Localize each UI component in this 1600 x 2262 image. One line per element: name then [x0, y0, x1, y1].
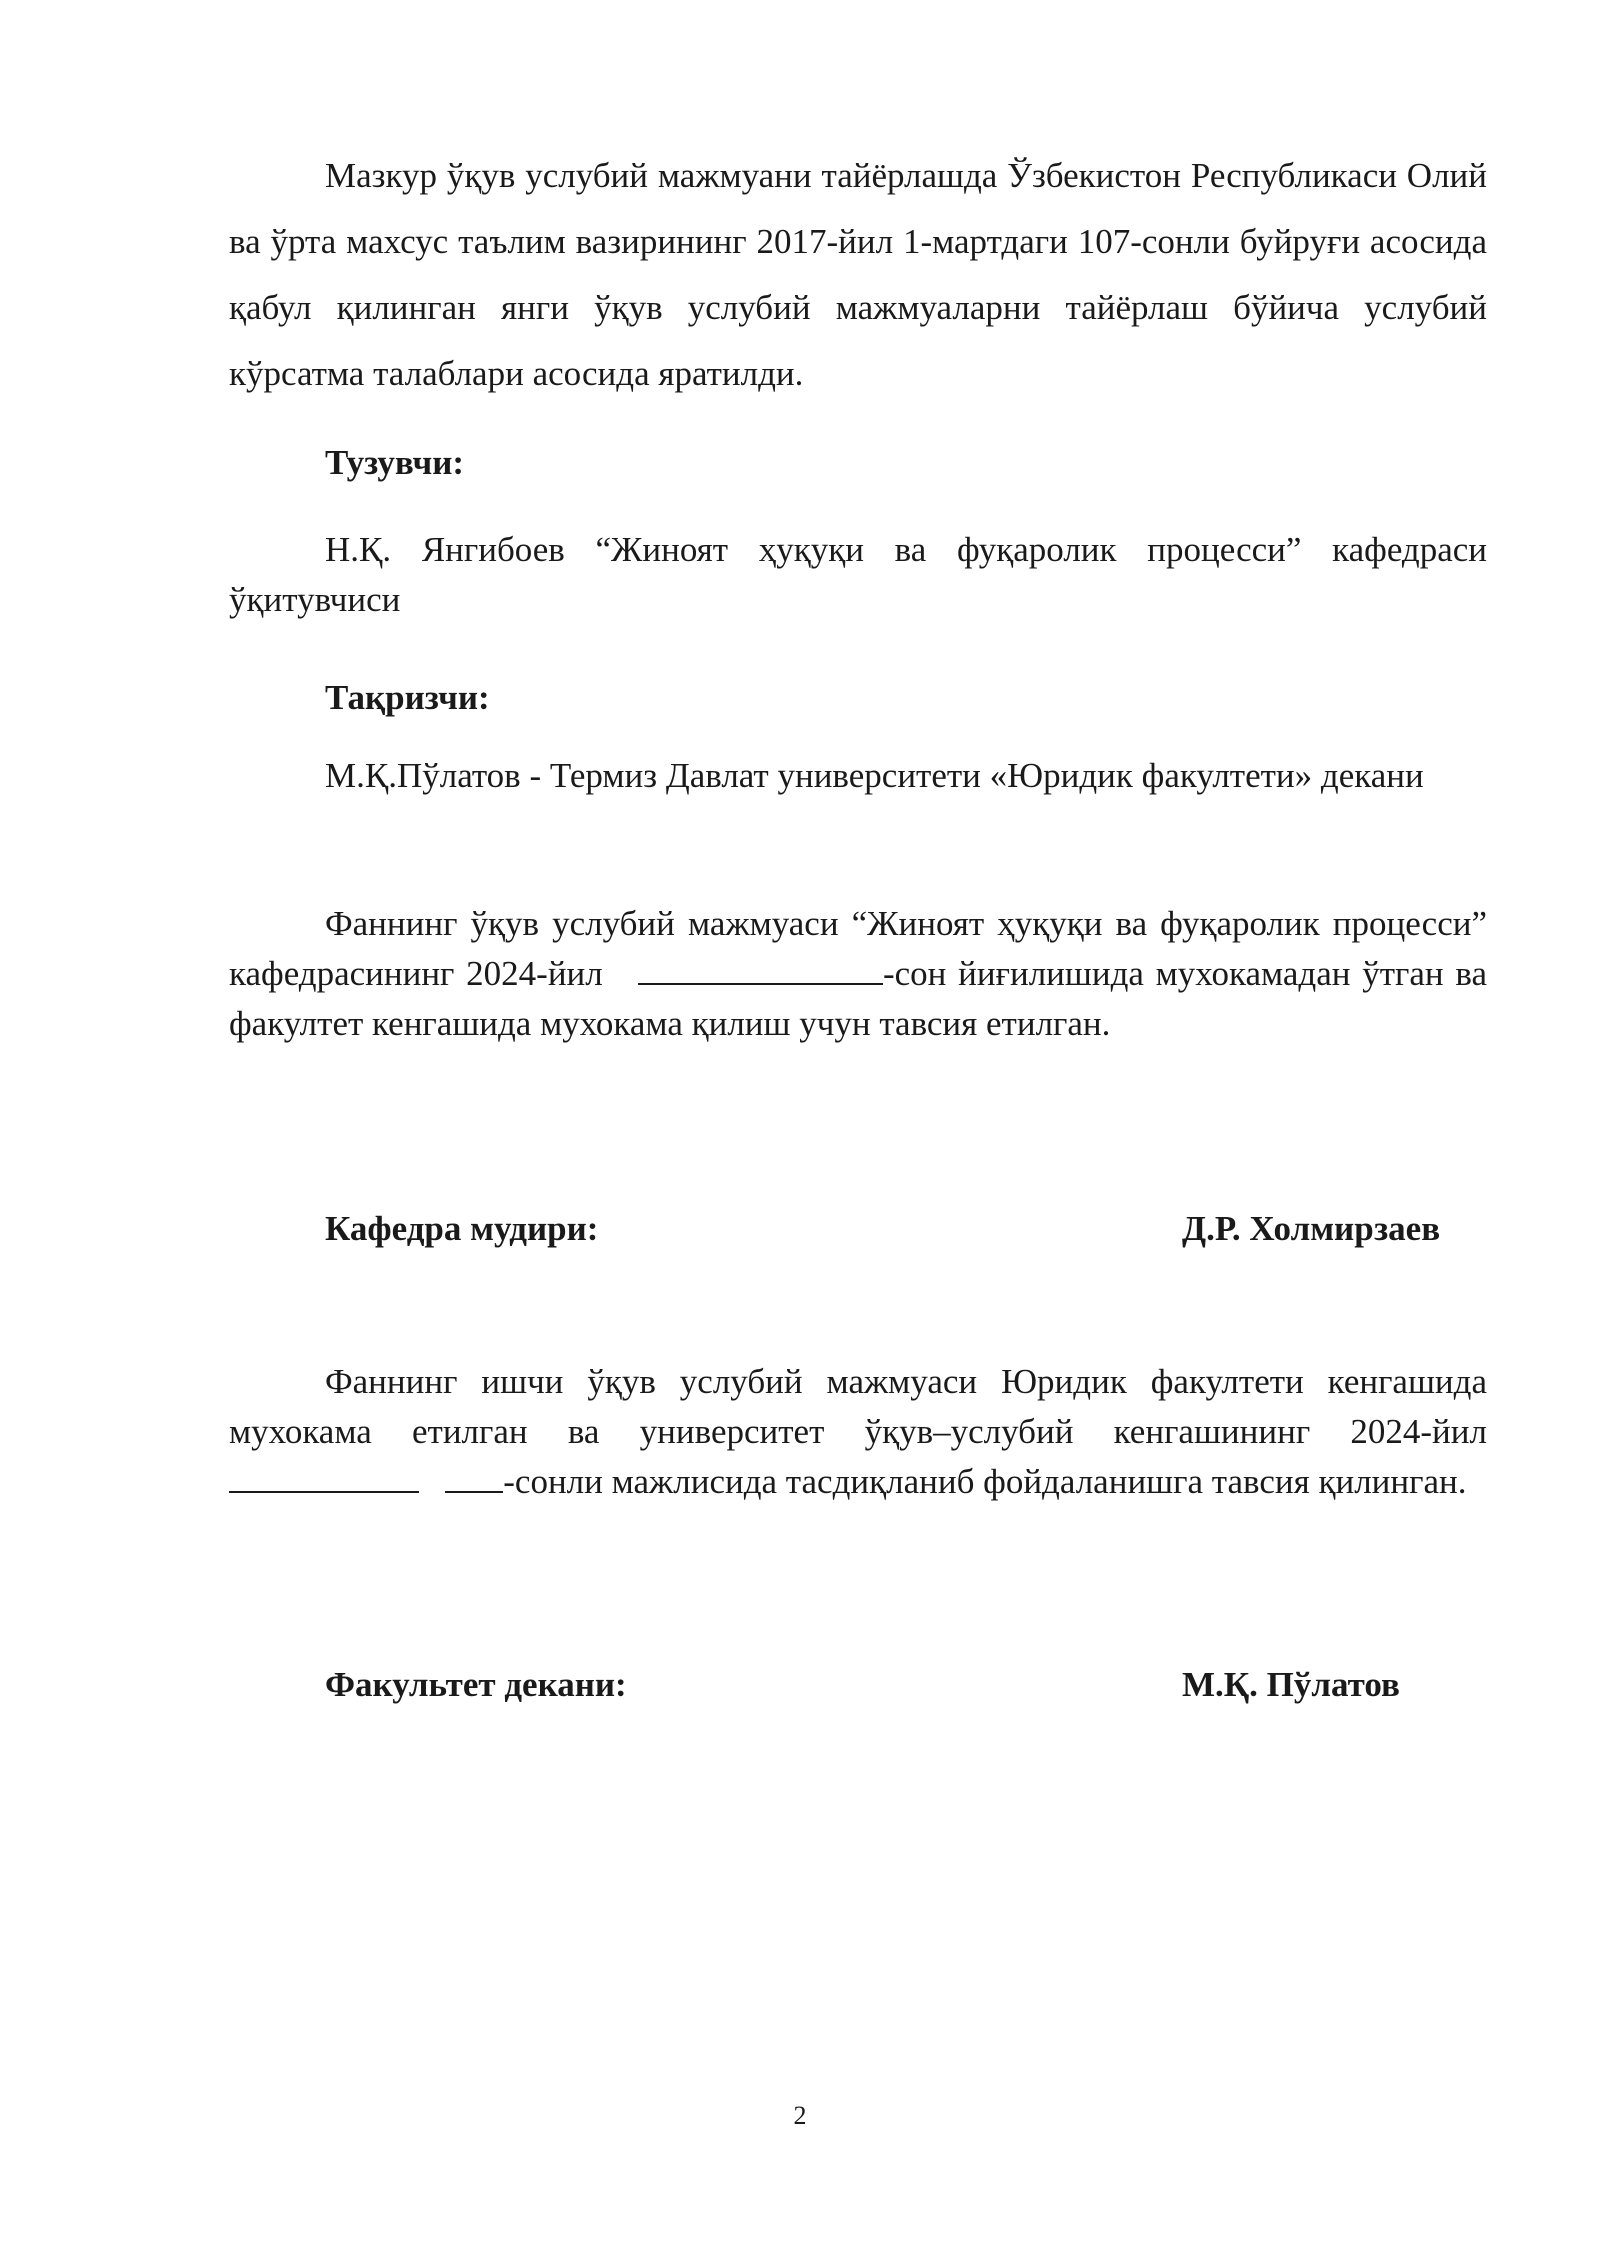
reviewer-heading: Тақризчи:: [325, 678, 490, 717]
department-approval-paragraph: [229, 899, 1487, 1049]
page-number: 2: [793, 2101, 807, 2130]
reviewer-text: М.Қ.Пўлатов - Термиз Давлат университети «Юридик факултети» декани: [325, 756, 1424, 795]
department-head-label: Кафедра мудири:: [325, 1209, 599, 1248]
department-approval-text-after: -сон йиғилишида мухокамадан ўтган ва факултет кенгашида мухокама қилиш учун тавсия етилган.: [229, 954, 1488, 1043]
meeting-number-blank: [445, 1458, 503, 1493]
faculty-dean-name: М.Қ. Пўлатов: [1182, 1665, 1400, 1704]
compiler-text: Н.Қ. Янгибоев “Жиноят ҳуқуқи ва фуқаролик процесси” кафедраси ўқитувчиси: [229, 530, 1487, 619]
intro-paragraph: Мазкур ўқув услубий мажмуани тайёрлашда Ўзбекистон Республикаси Олий ва ўрта махсус таълим вазирининг 2017-йил 1-мартдаги 107-сонли буйруғи асосида қабул қилинган янги ўқув услубий мажмуаларни тайёрлаш бўйича услубий кўрсатма талаблари асосида яратилди.: [229, 156, 1487, 393]
council-approval-text-after: -сонли мажлисида тасдиқланиб фойдаланишга тавсия қилинган.: [503, 1462, 1467, 1501]
date-blank: [229, 1458, 419, 1493]
department-approval-text-before: Фаннинг ўқув услубий мажмуаси “Жиноят ҳуқуқи ва фуқаролик процесси” кафедрасининг 2024-йил: [229, 904, 1487, 993]
department-head-name: Д.Р. Холмирзаев: [1182, 1209, 1441, 1248]
compiler-heading: Тузувчи:: [325, 443, 465, 482]
faculty-dean-label: Факультет декани:: [325, 1665, 627, 1704]
council-approval-text-before: Фаннинг ишчи ўқув услубий мажмуаси Юридик факултети кенгашида мухокама етилган ва университет ўқув–услубий кенгашининг 2024-йил: [229, 1362, 1487, 1451]
council-approval-paragraph: [229, 1357, 1487, 1507]
session-number-blank: [638, 950, 883, 985]
